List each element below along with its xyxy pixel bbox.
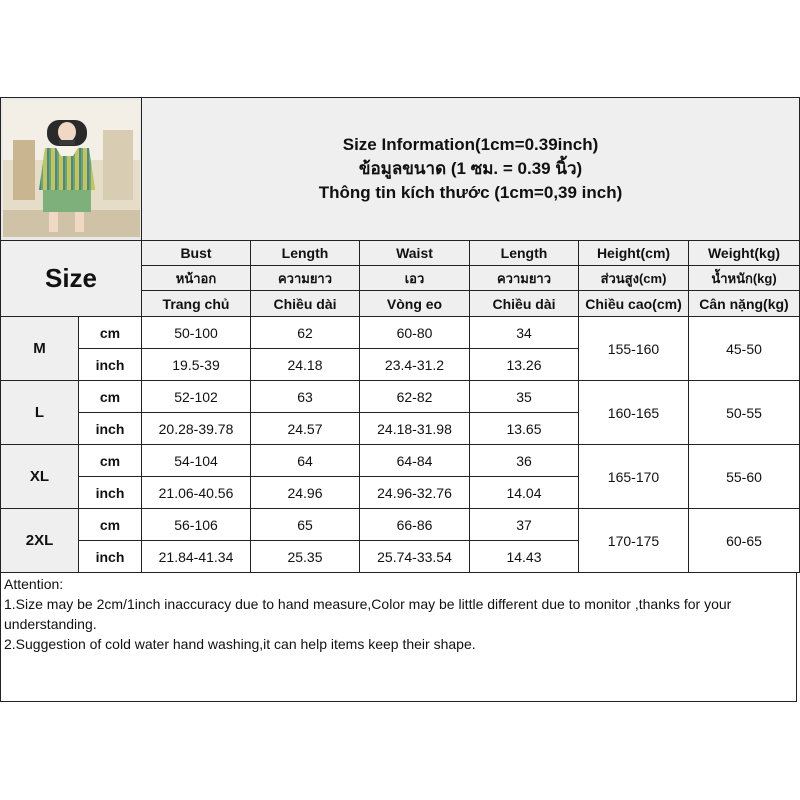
waist-cm: 66-86 [360,509,470,541]
pants-length-inch: 13.26 [470,349,579,381]
pants-length-inch: 14.43 [470,541,579,573]
weight-range: 55-60 [689,445,800,509]
header-en: Waist [360,241,470,266]
bust-cm: 52-102 [142,381,251,413]
header-vi: Cân nặng(kg) [689,291,800,317]
attention-heading: Attention: [4,576,64,592]
size-chart-table [0,97,800,573]
header-en: Length [470,241,579,266]
pants-length-cm: 34 [470,317,579,349]
header-th: ความยาว [251,266,360,291]
header-th: เอว [360,266,470,291]
waist-cm: 62-82 [360,381,470,413]
weight-range: 50-55 [689,381,800,445]
attention-notes [0,572,797,702]
weight-range: 45-50 [689,317,800,381]
header-th: หน้าอก [142,266,251,291]
bust-inch: 20.28-39.78 [142,413,251,445]
unit-label: cm [79,445,142,477]
unit-label: inch [79,541,142,573]
unit-label: cm [79,509,142,541]
attention-line-2: 2.Suggestion of cold water hand washing,it can help items keep their shape. [4,636,476,652]
header-en: Height(cm) [579,241,689,266]
length-inch: 24.96 [251,477,360,509]
bust-inch: 21.84-41.34 [142,541,251,573]
unit-label: cm [79,317,142,349]
weight-range: 60-65 [689,509,800,573]
height-range: 170-175 [579,509,689,573]
title-vi: Thông tin kích thước (1cm=0,39 inch) [318,183,623,202]
size-column-label: Size [1,241,142,317]
table-row [1,381,800,413]
header-en: Bust [142,241,251,266]
waist-inch: 24.96-32.76 [360,477,470,509]
header-en: Length [251,241,360,266]
length-cm: 63 [251,381,360,413]
size-name: L [1,381,79,445]
pants-length-cm: 37 [470,509,579,541]
length-cm: 64 [251,445,360,477]
table-row [1,509,800,541]
size-name: M [1,317,79,381]
header-vi: Chiều dài [251,291,360,317]
pants-length-inch: 13.65 [470,413,579,445]
header-vi: Vòng eo [360,291,470,317]
bust-inch: 19.5-39 [142,349,251,381]
unit-label: inch [79,413,142,445]
waist-cm: 60-80 [360,317,470,349]
waist-inch: 23.4-31.2 [360,349,470,381]
length-inch: 24.57 [251,413,360,445]
length-cm: 62 [251,317,360,349]
unit-label: inch [79,349,142,381]
attention-line-1: 1.Size may be 2cm/1inch inaccuracy due to hand measure,Color may be little different due to monitor ,thanks for your understanding. [4,596,732,632]
height-range: 160-165 [579,381,689,445]
header-vi: Chiều dài [470,291,579,317]
waist-inch: 24.18-31.98 [360,413,470,445]
pants-length-cm: 36 [470,445,579,477]
unit-label: cm [79,381,142,413]
bust-inch: 21.06-40.56 [142,477,251,509]
title-en: Size Information(1cm=0.39inch) [342,135,599,154]
product-photo-image [3,100,140,237]
pants-length-inch: 14.04 [470,477,579,509]
size-name: XL [1,445,79,509]
unit-label: inch [79,477,142,509]
header-en: Weight(kg) [689,241,800,266]
waist-cm: 64-84 [360,445,470,477]
pants-length-cm: 35 [470,381,579,413]
table-row [1,445,800,477]
length-inch: 24.18 [251,349,360,381]
header-th: ส่วนสูง(cm) [579,266,689,291]
waist-inch: 25.74-33.54 [360,541,470,573]
height-range: 165-170 [579,445,689,509]
header-vi: Trang chủ [142,291,251,317]
header-th: ความยาว [470,266,579,291]
length-cm: 65 [251,509,360,541]
height-range: 155-160 [579,317,689,381]
product-photo [1,98,142,241]
header-th: น้ำหนัก(kg) [689,266,800,291]
table-row [1,317,800,349]
bust-cm: 56-106 [142,509,251,541]
title-th: ข้อมูลขนาด (1 ซม. = 0.39 นิ้ว) [358,159,583,178]
bust-cm: 50-100 [142,317,251,349]
size-name: 2XL [1,509,79,573]
length-inch: 25.35 [251,541,360,573]
header-vi: Chiều cao(cm) [579,291,689,317]
bust-cm: 54-104 [142,445,251,477]
size-info-header [142,98,800,241]
